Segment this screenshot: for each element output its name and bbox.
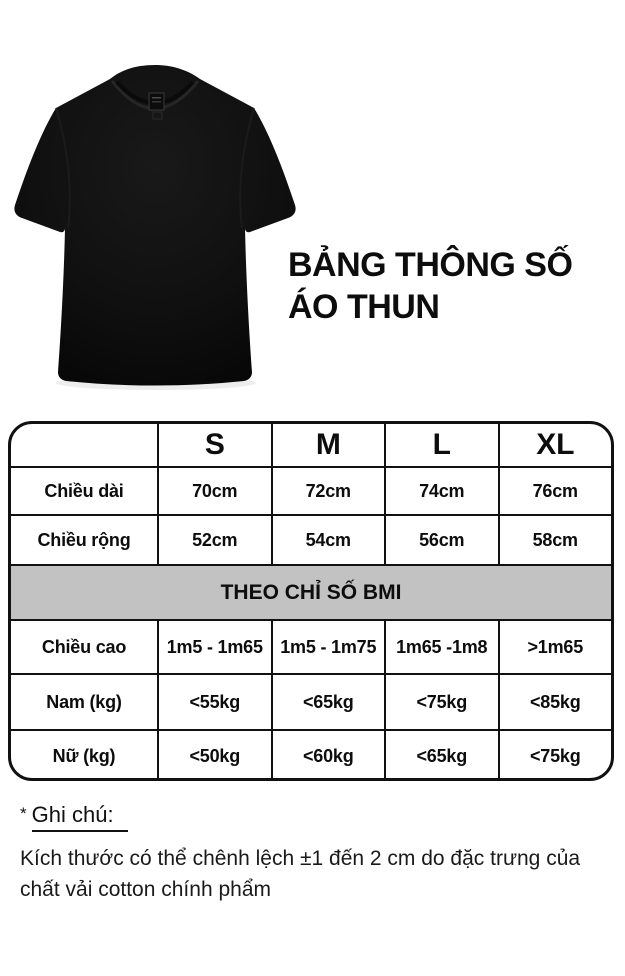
value-cell: 54cm [272,515,386,565]
table-row-length [10,467,612,515]
note-heading-text: Ghi chú: [32,802,128,832]
note-heading [20,802,128,828]
page-title-line1: BẢNG THÔNG SỐ [288,246,573,284]
table-row-height [10,620,612,674]
value-cell: 56cm [385,515,499,565]
tshirt-product-image [0,36,310,396]
row-label-cell: Nữ (kg) [10,730,158,781]
value-cell: 70cm [158,467,272,515]
value-cell: <65kg [385,730,499,781]
value-cell: <55kg [158,674,272,730]
row-label-cell: Chiều rộng [10,515,158,565]
note-body: Kích thước có thể chênh lệch ±1 đến 2 cm do đặc trưng của chất vải cotton chính phẩm [20,847,581,901]
value-cell: <75kg [499,730,613,781]
value-cell: >1m65 [499,620,613,674]
table-row-male-weight [10,674,612,730]
value-cell: 58cm [499,515,613,565]
table-row-bmi-section [10,565,612,620]
page-title [288,244,618,328]
row-label-cell: Nam (kg) [10,674,158,730]
value-cell: 1m65 -1m8 [385,620,499,674]
table-header-row [10,423,612,467]
table-corner-cell [10,423,158,467]
asterisk-mark: * [20,804,27,823]
size-header-m: M [272,423,386,467]
size-header-xl: XL [499,423,613,467]
page-title-line2: ÁO THUN [288,288,440,326]
size-header-l: L [385,423,499,467]
value-cell: <75kg [385,674,499,730]
value-cell: 1m5 - 1m65 [158,620,272,674]
value-cell: 52cm [158,515,272,565]
value-cell: 76cm [499,467,613,515]
table-row-width [10,515,612,565]
value-cell: 72cm [272,467,386,515]
size-header-s: S [158,423,272,467]
value-cell: <85kg [499,674,613,730]
value-cell: 1m5 - 1m75 [272,620,386,674]
value-cell: <65kg [272,674,386,730]
value-cell: <60kg [272,730,386,781]
value-cell: <50kg [158,730,272,781]
row-label-cell: Chiều cao [10,620,158,674]
row-label-cell: Chiều dài [10,467,158,515]
bmi-section-header: THEO CHỈ SỐ BMI [10,565,612,620]
size-table [8,421,614,781]
value-cell: 74cm [385,467,499,515]
table-row-female-weight [10,730,612,781]
